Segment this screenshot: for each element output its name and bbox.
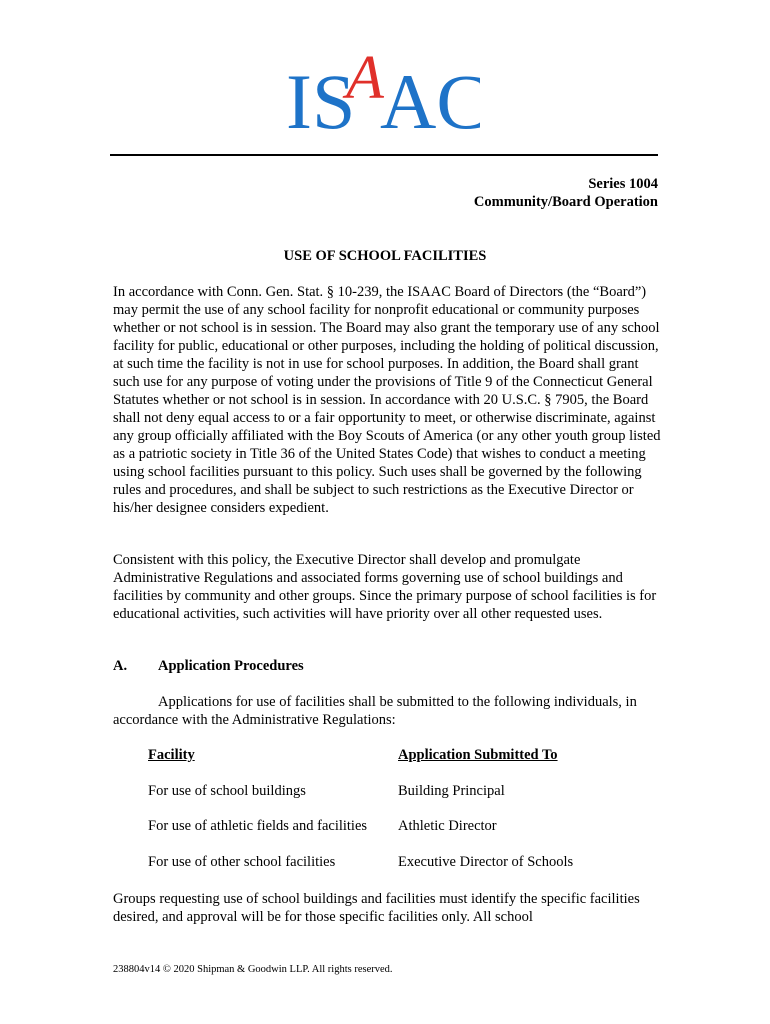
paragraph-2: Consistent with this policy, the Executive Director shall develop and promulgate Administrative Regulations and associated forms governing use of school buildings and facilities by community and other groups. Since the primary purpose of school facilities is for educational activities, such activities will have priority over all other requested uses. — [113, 552, 657, 622]
section-title: Application Procedures — [158, 658, 304, 674]
footer-copyright: 238804v14 © 2020 Shipman & Goodwin LLP. All rights reserved. — [113, 964, 393, 975]
table-cell-facility: For use of other school facilities — [148, 854, 336, 870]
table-cell-recipient: Athletic Director — [398, 818, 497, 834]
series-header — [474, 175, 658, 211]
section-letter: A. — [113, 658, 128, 674]
section-intro: Applications for use of facilities shall be submitted to the following individuals, in accordance with the Administrative Regulations: — [113, 694, 637, 728]
header-rule — [110, 154, 658, 156]
paragraph-1: In accordance with Conn. Gen. Stat. § 10-239, the ISAAC Board of Directors (the “Board”) may permit the use of any school facility for nonprofit educational or community purposes whether or not school is in session. The Board may also grant the temporary use of any school facility for public, educational or other purposes, including the holding of political discussion, at such time the facility is not in use for school purposes. In addition, the Board shall grant such use for any purpose of voting under the provisions of Title 9 of the Connecticut General Statutes whether or not school is in session. In accordance with 20 U.S.C. § 7905, the Board shall not deny equal access to or a fair opportunity to meet, or otherwise discriminate, against any group officially affiliated with the Boy Scouts of America (or any other youth group listed as a patriotic society in Title 36 of the United States Code) that wishes to conduct a meeting using school facilities pursuant to this policy. Such uses shall be governed by the following rules and procedures, and shall be subject to such restrictions as the Executive Director or his/her designee considers expedient. — [113, 284, 661, 516]
logo-text-right: AC — [380, 58, 480, 136]
table-cell-facility: For use of athletic fields and facilities — [148, 818, 368, 834]
section-closing: Groups requesting use of school buildings and facilities must identify the specific facilities desired, and approval will be for those specific facilities only. All school — [113, 891, 640, 925]
logo-accent-letter: A — [346, 44, 384, 112]
page-title: USE OF SCHOOL FACILITIES — [283, 248, 487, 264]
table-cell-recipient: Building Principal — [398, 783, 505, 799]
logo-text-left: IS — [286, 58, 356, 136]
table-header-submitted-to: Application Submitted To — [398, 747, 558, 763]
table-header-facility: Facility — [148, 747, 195, 763]
table-header-row — [148, 746, 668, 764]
table-row — [148, 853, 668, 871]
series-subtitle: Community/Board Operation — [473, 194, 658, 210]
isaac-logo — [284, 40, 480, 136]
table-cell-facility: For use of school buildings — [148, 783, 306, 799]
table-cell-recipient: Executive Director of Schools — [398, 854, 574, 870]
table-row — [148, 782, 668, 800]
table-row — [148, 817, 668, 835]
series-number: Series 1004 — [588, 176, 658, 192]
